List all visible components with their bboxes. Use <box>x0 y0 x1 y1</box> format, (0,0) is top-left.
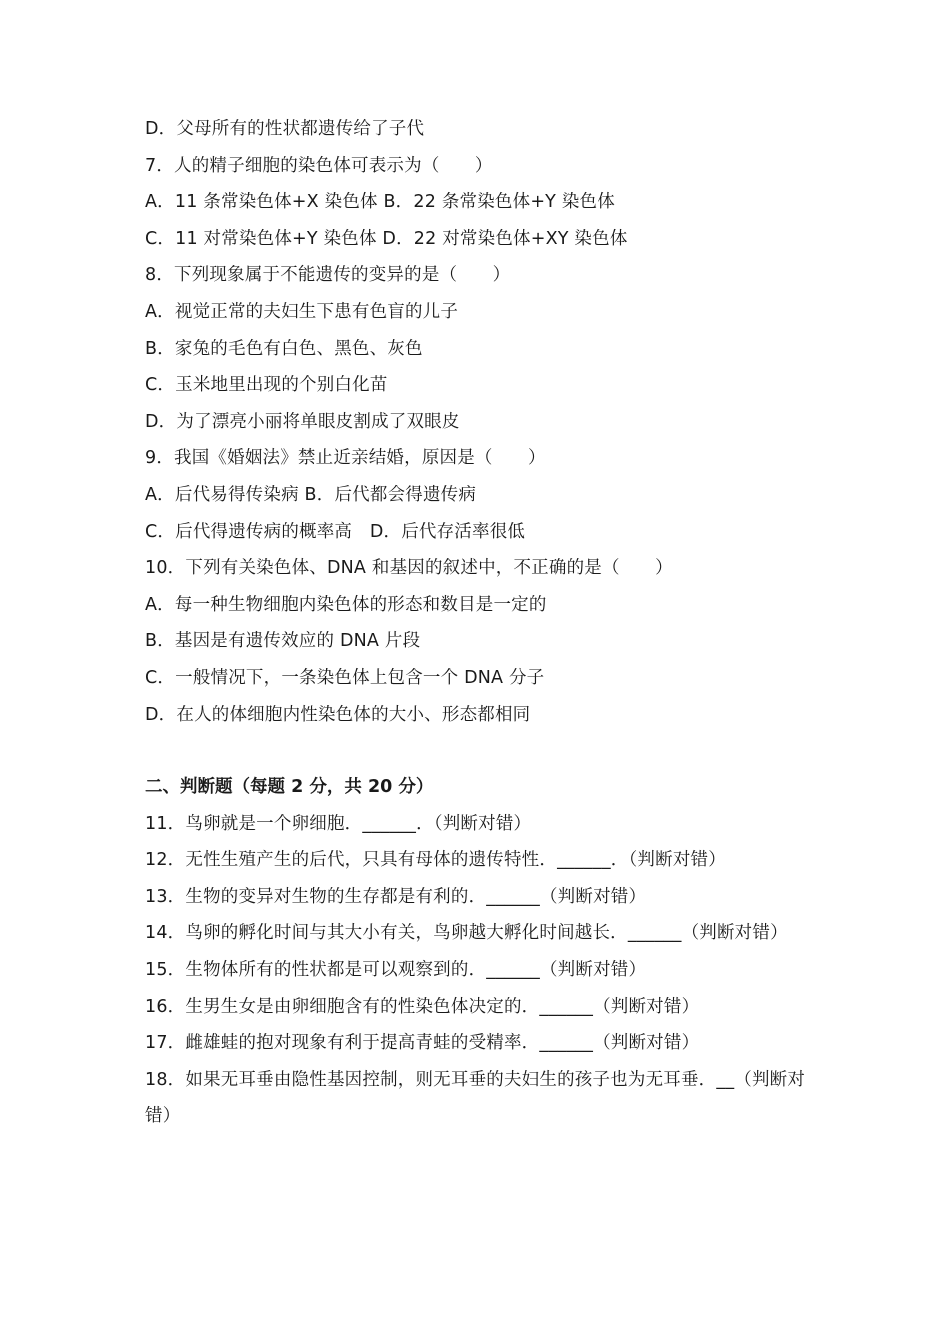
question-12: 12．无性生殖产生的后代，只具有母体的遗传特性．______．（判断对错） <box>145 850 726 871</box>
question-14: 14．鸟卵的孵化时间与其大小有关，鸟卵越大孵化时间越长．______（判断对错） <box>145 923 788 944</box>
question-8: 8．下列现象属于不能遗传的变异的是（ ） <box>145 265 511 286</box>
option-10a: A．每一种生物细胞内染色体的形态和数目是一定的 <box>145 594 547 615</box>
option-10c: C．一般情况下，一条染色体上包含一个 DNA 分子 <box>145 667 545 688</box>
question-13: 13．生物的变异对生物的生存都是有利的．______（判断对错） <box>145 886 647 907</box>
question-11: 11．鸟卵就是一个卵细胞．______．（判断对错） <box>145 813 532 834</box>
section-gap <box>145 733 810 769</box>
options-9cd: C．后代得遗传病的概率高 D．后代存活率很低 <box>145 521 526 542</box>
question-17: 17．雌雄蛙的抱对现象有利于提高青蛙的受精率．______（判断对错） <box>145 1033 700 1054</box>
question-9: 9．我国《婚姻法》禁止近亲结婚，原因是（ ） <box>145 448 546 469</box>
option-8d: D．为了漂亮小丽将单眼皮割成了双眼皮 <box>145 411 460 432</box>
question-15: 15．生物体所有的性状都是可以观察到的．______（判断对错） <box>145 960 647 981</box>
options-9ab: A．后代易得传染病 B．后代都会得遗传病 <box>145 484 477 505</box>
question-18: 18．如果无耳垂由隐性基因控制，则无耳垂的夫妇生的孩子也为无耳垂．__（判断对错） <box>145 1069 806 1127</box>
question-16: 16．生男生女是由卵细胞含有的性染色体决定的．______（判断对错） <box>145 996 700 1017</box>
option-6d: D．父母所有的性状都遗传给了子代 <box>145 119 425 139</box>
document-content <box>145 111 810 1135</box>
section-heading: 二、判断题（每题 2 分，共 20 分） <box>145 777 434 798</box>
options-7cd: C．11 对常染色体+Y 染色体 D．22 对常染色体+XY 染色体 <box>145 228 628 249</box>
option-8b: B．家兔的毛色有白色、黑色、灰色 <box>145 338 423 359</box>
question-7: 7．人的精子细胞的染色体可表示为（ ） <box>145 155 493 176</box>
option-10d: D．在人的体细胞内性染色体的大小、形态都相同 <box>145 704 531 725</box>
option-10b: B．基因是有遗传效应的 DNA 片段 <box>145 631 421 652</box>
option-8a: A．视觉正常的夫妇生下患有色盲的儿子 <box>145 301 459 322</box>
option-8c: C．玉米地里出现的个别白化苗 <box>145 375 388 396</box>
options-7ab: A．11 条常染色体+X 染色体 B．22 条常染色体+Y 染色体 <box>145 192 615 213</box>
question-10: 10．下列有关染色体、DNA 和基因的叙述中，不正确的是（ ） <box>145 558 673 579</box>
